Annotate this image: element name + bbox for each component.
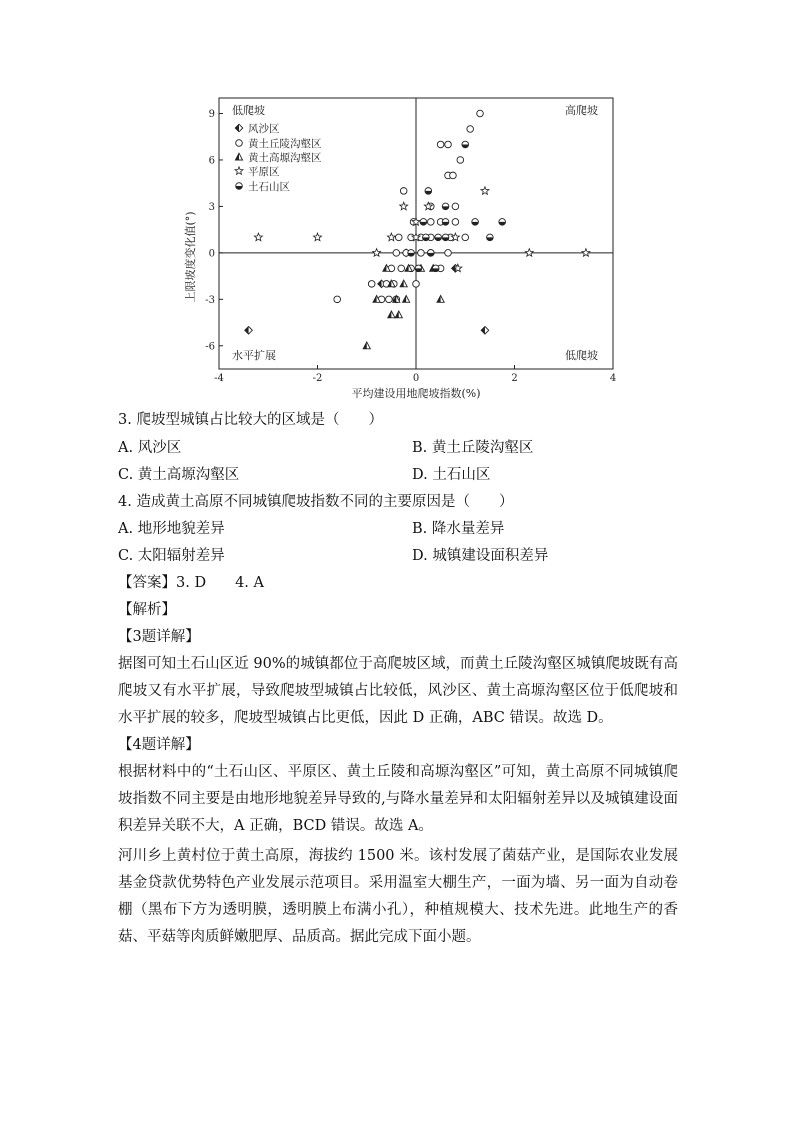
legend-marker-tushi [236,183,243,190]
data-point [423,234,430,241]
legend-label-tushi: 土石山区 [248,181,290,193]
question-4-option-c: C. 太阳辐射差异 [118,548,225,564]
series-1 [334,110,483,302]
data-point [403,296,410,303]
data-point [393,250,400,257]
data-point [525,249,533,257]
legend-label-qiuling: 黄土丘陵沟壑区 [248,138,322,150]
data-point [388,311,395,318]
data-point [400,280,407,287]
data-point [432,265,439,272]
question-4-option-b: B. 降水量差异 [412,521,505,537]
answer-label: 【答案】 [118,575,176,591]
data-point [467,126,474,133]
x-tick-label: 4 [609,373,617,384]
y-tick-label: 0 [208,248,215,260]
q3-detail-text: 据图可知土石山区近 90%的城镇都位于高爬坡区域，而黄土丘陵沟壑区城镇爬坡既有高爬坡又有水平扩展，导致爬坡型城镇占比较低，风沙区、黄土高塬沟壑区位于低爬坡和水平扩展的较多，爬坡型城镇占比更低，因此 D 正确，ABC 错误。故选 D。 [118,656,678,726]
answer-line [118,573,264,593]
quadrant-label-bottom-left: 水平扩展 [232,349,276,362]
data-point [452,219,459,226]
legend-label-fengsha: 风沙区 [248,123,280,135]
x-tick-label: -4 [214,373,224,384]
data-point [386,296,393,303]
data-point [437,296,444,303]
x-tick-label: 2 [511,373,518,384]
data-point [481,326,489,334]
data-point [254,233,262,241]
question-4-stem: 4. 造成黄土高原不同城镇爬坡指数不同的主要原因是（ ） [118,494,514,510]
data-point [387,233,395,241]
data-point [477,110,484,117]
data-point [427,250,434,257]
data-point [442,219,449,226]
legend-label-pingyuan: 平原区 [248,166,280,178]
data-point [437,141,444,148]
question-3-option-a: A. 风沙区 [118,440,182,456]
scatter-chart [180,92,630,408]
legend-marker [236,140,243,147]
answer-text: 3. D 4. A [176,575,264,591]
series-0 [245,249,489,334]
quadrant-label-top-right: 高爬坡 [565,104,598,117]
data-point [472,219,479,226]
x-axis-label: 平均建设用地爬坡指数(%) [351,387,481,400]
data-point [314,233,322,241]
legend [235,122,322,193]
quadrant-label-bottom-right: 低爬坡 [565,349,598,362]
data-point [408,250,415,257]
data-point [400,188,407,195]
question-3-option-c: C. 黄土高塬沟壑区 [118,467,240,483]
data-point [481,187,489,195]
question-4-option-d: D. 城镇建设面积差异 [412,548,549,564]
data-point [420,219,427,226]
data-point [373,249,381,257]
q4-detail-text: 根据材料中的“土石山区、平原区、黄土丘陵和高塬沟壑区”可知，黄土高原不同城镇爬坡指数不同主要是由地形地貌差异导致的,与降水量差异和太阳辐射差异以及城镇建设面积差异关联不大，A 正确，BCD 错误。故选 A。 [118,764,678,834]
legend-marker [235,167,243,175]
q3-detail-title: 【3题详解】 [118,629,200,645]
data-point [418,250,425,257]
y-tick-label: -3 [205,294,215,306]
data-point [452,203,459,210]
question-3-option-d: D. 土石山区 [412,467,491,483]
analysis-label: 【解析】 [118,602,176,618]
data-point [499,219,506,226]
data-point [395,311,402,318]
data-point [457,157,464,164]
data-point [582,249,590,257]
legend-marker [235,124,243,132]
data-point [398,265,405,272]
data-point [334,296,341,303]
data-point [462,234,469,241]
x-tick-label: -2 [312,373,323,384]
legend-marker-qiuling [236,140,243,147]
question-4-option-a: A. 地形地貌差异 [118,521,225,537]
legend-marker [236,183,243,190]
y-tick-label: 6 [208,155,215,167]
legend-marker-fengsha [235,124,243,132]
data-point [368,281,375,288]
legend-marker-pingyuan [235,167,243,175]
question-3-option-b: B. 黄土丘陵沟壑区 [412,440,534,456]
data-point [245,326,253,334]
data-point [425,188,432,195]
data-point [435,234,442,241]
data-point [415,265,422,272]
data-point [445,250,452,257]
data-point [442,203,449,210]
data-point [427,219,434,226]
data-point [442,234,449,241]
data-point [395,234,402,241]
q4-detail-title: 【4题详解】 [118,737,200,753]
data-point [445,141,452,148]
quadrant-label-top-left: 低爬坡 [232,104,265,117]
data-point [450,172,457,179]
data-point [363,342,370,349]
series-3 [254,187,590,272]
material-text: 河川乡上黄村位于黄土高原，海拔约 1500 米。该村发展了菌菇产业，是国际农业发展基金贷款优势特色产业发展示范项目。采用温室大棚生产，一面为墙、另一面为自动卷棚（黑布下方为透明膜，透明膜上布满小孔），种植规模大、技术先进。此地生产的香菇、平菇等肉质鲜嫩肥厚、品质高。据此完成下面小题。 [118,848,678,945]
legend-marker-gaoyuan [235,153,242,160]
y-tick-label: 3 [208,201,215,213]
series-2 [363,265,444,349]
legend-marker [235,153,242,160]
data-point [400,202,408,210]
x-tick-label: 0 [412,373,420,384]
y-tick-label: -6 [205,341,215,353]
legend-label-gaoyuan: 黄土高塬沟壑区 [248,152,322,164]
data-point [413,281,420,288]
data-point [462,141,469,148]
data-point [487,234,494,241]
y-axis-label: 上限坡度变化值(°) [184,211,197,303]
question-3-stem: 3. 爬坡型城镇占比较大的区域是（ ） [118,412,383,428]
y-tick-label: 9 [208,108,215,120]
